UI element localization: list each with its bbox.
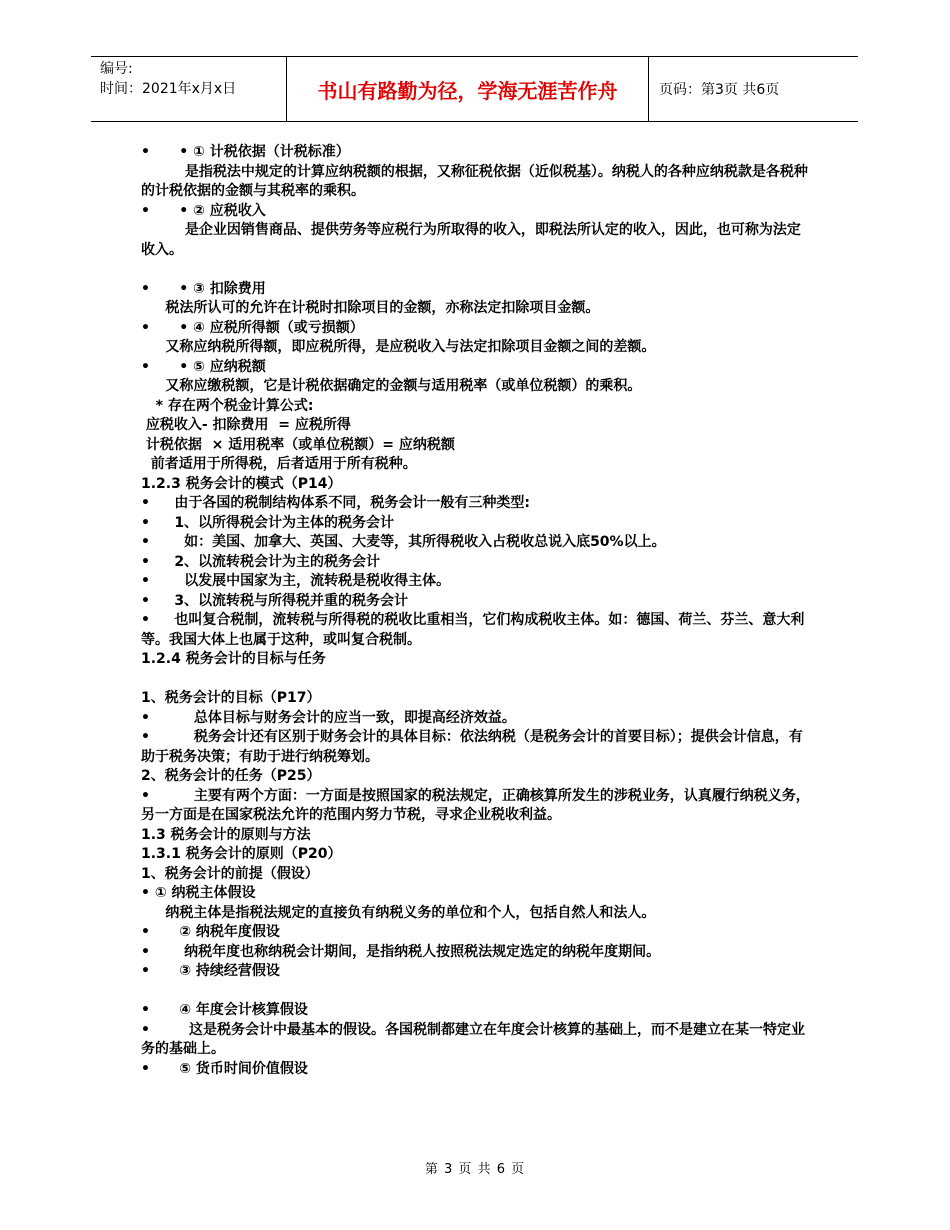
text-line: 又称应缴税额，它是计税依据确定的金额与适用税率（或单位税额）的乘积。 [141,378,642,394]
header-motto: 书山有路勤为径，学海无涯苦作舟 [286,57,649,121]
text-line: 税法所认可的允许在计税时扣除项目的金额，亦称法定扣除项目金额。 [141,300,600,316]
text-line: • 1、以所得税会计为主体的税务会计 [141,514,395,531]
text-line: • ③ 持续经营假设 [141,963,280,979]
document-body [141,143,813,1079]
text-line: • • ④ 应税所得额（或亏损额） [141,319,364,336]
text-line: • 由于各国的税制结构体系不同，税务会计一般有三种类型: [141,495,530,511]
text-line: 1、税务会计的目标（P17） [141,690,321,706]
text-line: • 税务会计还有区别于财务会计的具体目标：依法纳税（是税务会计的首要目标）；提供会计信息，有助于税务决策；有助于进行纳税筹划。 [141,729,803,765]
text-line: • 也叫复合税制，流转税与所得税的税收比重相当，它们构成税收主体。如：德国、荷兰、芬兰、意大利等。我国大体上也属于这种，或叫复合税制。 [141,612,805,648]
text-line: • 主要有两个方面：一方面是按照国家的税法规定，正确核算所发生的涉税业务，认真履行纳税义务，另一方面是在国家税法允许的范围内努力节税，寻求企业税收利益。 [141,787,810,823]
text-line: • 纳税年度也称纳税会计期间，是指纳税人按照税法规定选定的纳税年度期间。 [141,943,661,960]
text-line: 2、税务会计的任务（P25） [141,768,321,784]
text-line: 纳税主体是指税法规定的直接负有纳税义务的单位和个人，包括自然人和法人。 [141,904,656,921]
text-line: 前者适用于所得税，后者适用于所有税种。 [141,456,417,472]
text-line: • ④ 年度会计核算假设 [141,1002,308,1018]
text-line: • 以发展中国家为主，流转税是税收得主体。 [141,573,451,589]
text-line: 又称应纳税所得额，即应税所得，是应税收入与法定扣除项目金额之间的差额。 [141,339,656,355]
text-line: • • ① 计税依据（计税标准） [141,144,350,160]
text-line: • ① 纳税主体假设 [141,885,256,901]
text-line: 应税收入- 扣除费用 = 应税所得 [141,417,351,433]
text-line: • 如：美国、加拿大、英国、大麦等，其所得税收入占税收总说入底50%以上。 [141,534,666,550]
text-line: 1、税务会计的前提（假设） [141,865,319,882]
blank-line [141,982,813,1002]
page-footer: 第 3 页 共 6 页 [424,1162,526,1177]
header-page-info: 页码：第3页 共6页 [659,82,780,98]
text-line: 计税依据 × 适用税率（或单位税额）= 应纳税额 [141,436,455,453]
blank-line [141,260,813,280]
text-line: • • ⑤ 应纳税额 [141,358,266,375]
text-line: • 3、以流转税与所得税并重的税务会计 [141,592,409,609]
text-line: 1.3 税务会计的原则与方法 [141,826,311,843]
text-line: • 2、以流转税会计为主的税务会计 [141,553,381,570]
header-left [100,59,236,99]
text-line: 1.2.3 税务会计的模式（P14） [141,475,342,492]
text-line: 1.2.4 税务会计的目标与任务 [141,651,326,667]
text-line: • • ② 应税收入 [141,202,266,219]
text-line: 是指税法中规定的计算应纳税额的根据，又称征税依据（近似税基）。纳税人的各种应纳税款是各税种的计税依据的金额与其税率的乘积。 [141,163,808,199]
text-line: 1.3.1 税务会计的原则（P20） [141,846,342,862]
page-header [91,56,858,122]
text-line: • ⑤ 货币时间价值假设 [141,1060,308,1077]
text-line: * 存在两个税金计算公式: [141,397,314,414]
time-label: 时间：2021年x月x日 [100,81,237,97]
code-label: 编号: [100,61,133,77]
text-line: • 总体目标与财务会计的应当一致，即提高经济效益。 [141,709,516,726]
text-line: 是企业因销售商品、提供劳务等应税行为所取得的收入，即税法所认定的收入，因此，也可称为法定收入。 [141,222,801,258]
blank-line [141,670,813,690]
text-line: • ② 纳税年度假设 [141,924,280,940]
text-line: • • ③ 扣除费用 [141,280,266,297]
text-line: • 这是税务会计中最基本的假设。各国税制都建立在年度会计核算的基础上，而不是建立在某一特定业务的基础上。 [141,1021,805,1057]
